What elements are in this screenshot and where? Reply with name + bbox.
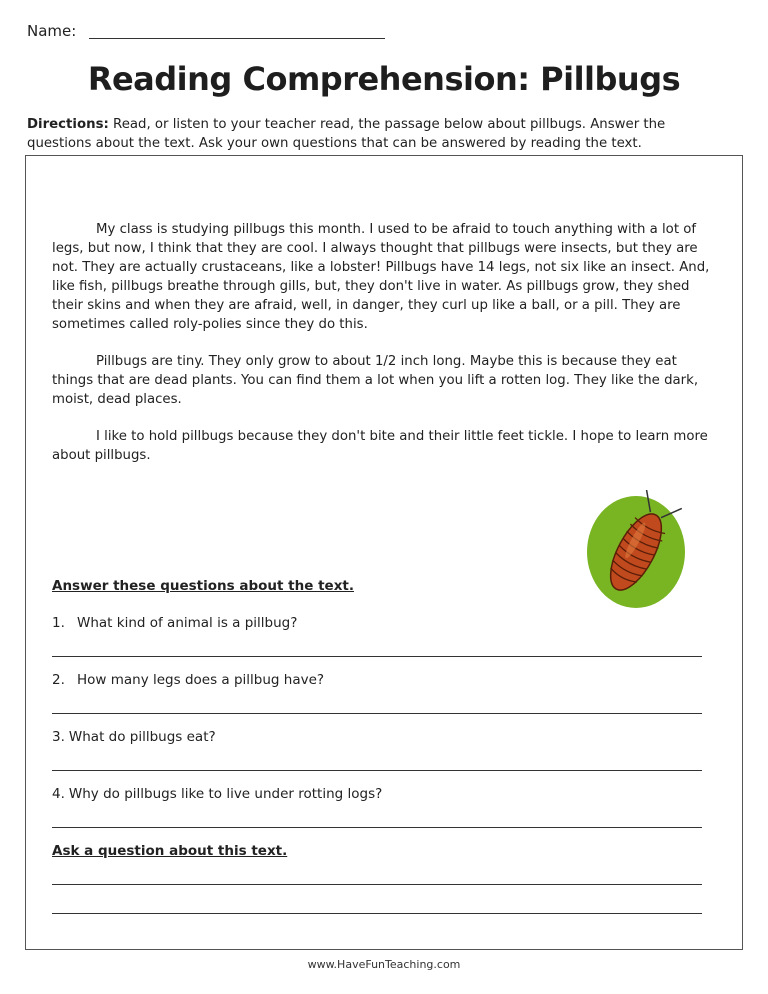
answer-line[interactable]: [52, 913, 702, 914]
passage: [52, 220, 717, 483]
question-number: 1.: [52, 615, 65, 631]
questions-heading: Answer these questions about the text.: [52, 578, 354, 594]
answer-line[interactable]: [52, 770, 702, 771]
question-text: What kind of animal is a pillbug?: [77, 615, 298, 631]
directions: [27, 115, 727, 153]
passage-paragraph: My class is studying pillbugs this month. I used to be afraid to touch anything with a lot of legs, but now, I think that they are cool. I always thought that pillbugs were insects, but they are not. They are actually crustaceans, like a lobster! Pillbugs have 14 legs, not six like an insect. And, like fish, pillbugs breathe through gills, but, they don't live in water. As pillbugs grow, they shed their skins and when they are afraid, well, in danger, they curl up like a ball, or a pill. They are sometimes called roly-polies since they do this.: [52, 222, 710, 332]
question-text: How many legs does a pillbug have?: [77, 672, 325, 688]
question-number: 3.: [52, 729, 65, 745]
worksheet-title: Reading Comprehension: Pillbugs: [87, 60, 681, 98]
name-label: Name:: [27, 22, 77, 40]
ask-question-heading: Ask a question about this text.: [52, 843, 288, 859]
name-blank-line[interactable]: [89, 38, 385, 39]
question-1: [52, 615, 297, 631]
answer-line[interactable]: [52, 884, 702, 885]
question-number: 4.: [52, 786, 65, 802]
answer-line[interactable]: [52, 827, 702, 828]
passage-paragraph: Pillbugs are tiny. They only grow to about 1/2 inch long. Maybe this is because they eat things that are dead plants. You can find them a lot when you lift a rotten log. They like the dark, moist, dead places.: [52, 354, 699, 407]
footer-url: www.HaveFunTeaching.com: [307, 958, 461, 971]
pillbug-icon: [586, 490, 690, 610]
question-text: Why do pillbugs like to live under rotting logs?: [68, 786, 383, 802]
question-number: 2.: [52, 672, 65, 688]
question-4: [52, 786, 382, 802]
passage-paragraph: I like to hold pillbugs because they don't bite and their little feet tickle. I hope to learn more about pillbugs.: [52, 429, 708, 463]
directions-text: Read, or listen to your teacher read, the passage below about pillbugs. Answer the questions about the text. Ask your own questions that can be answered by reading the text.: [27, 117, 666, 151]
answer-line[interactable]: [52, 713, 702, 714]
question-3: [52, 729, 216, 745]
answer-line[interactable]: [52, 656, 702, 657]
question-text: What do pillbugs eat?: [68, 729, 216, 745]
directions-label: Directions:: [27, 117, 109, 132]
question-2: [52, 672, 324, 688]
